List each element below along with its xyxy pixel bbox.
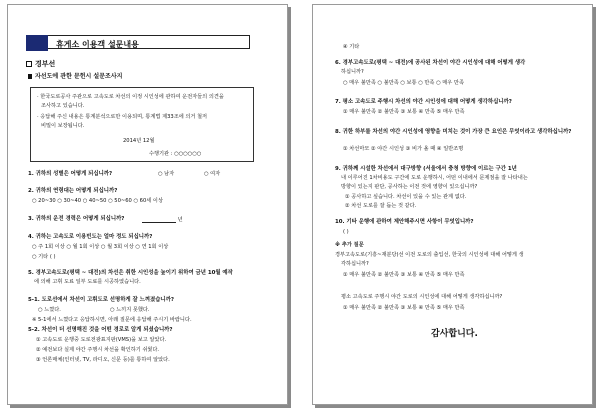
q7-options[interactable]: ① 매우 불만족 ② 불만족 ③ 보통 ④ 만족 ⑤ 매우 만족 xyxy=(343,109,465,115)
q8-options[interactable]: ① 차선마모 ② 야간 시인성 ③ 비가 올 때 ④ 일반조명 xyxy=(343,146,464,152)
q5-2-text: 5-2. 차선이 더 선명해진 것을 어떤 경로로 알게 되셨습니까? xyxy=(28,327,173,333)
q5-1-option-2[interactable]: ○ 느끼지 못했다. xyxy=(110,307,150,313)
extra2-options[interactable]: ① 매우 불만족 ② 불만족 ③ 보통 ④ 만족 ⑤ 매우 만족 xyxy=(343,305,465,311)
survey-title: 휴게소 이용객 설문내용 xyxy=(48,35,250,49)
q5-text-2: 에 의해 고휘 도료 일부 도료를 시공하였습니다. xyxy=(34,279,141,285)
intro-surveyor: 수행기관 : ○○○○○○ xyxy=(149,151,202,157)
q9-text-2: 내 이루어진 1차비용도 구간에 도로 운행하시, 어떤 이내에서 문제점을 잘 나타내는 xyxy=(341,175,528,181)
thanks-text: 감사합니다. xyxy=(431,329,478,339)
q5-2-option-2[interactable]: ② 예전보다 실제 야간 주행시 차선을 확인하기 쉬웠다. xyxy=(36,347,160,353)
intro-line-3: · 응답해 주신 내용은 통계분석으로만 이용되며, 통계법 제33조에 의거 철저 xyxy=(37,114,208,120)
intro-box xyxy=(30,87,254,162)
q5-text-1: 5. 경부고속도로(평택 ~ 대전)의 차선은 취한 시인성을 높이기 위하여 금년 10월 예작 xyxy=(28,270,233,276)
q9-sub-1[interactable]: ① 공사하고 싶습니다. 차선이 있을 수 있는 관계 없다. xyxy=(345,194,467,200)
q4-options-1[interactable]: ○ 주 1회 이상 ○ 월 1회 이상 ○ 월 3회 이상 ○ 연 1회 이상 xyxy=(32,244,169,250)
q5-1-option-1[interactable]: ○ 느꼈다. xyxy=(38,307,61,313)
extra2-text: 평소 고속도로 주행시 야간 도로의 시인성에 대해 어떻게 생각하십니까? xyxy=(341,294,503,300)
q2-text: 2. 귀하의 연령대는 어떻게 되십니까? xyxy=(28,188,118,194)
extra-text-1: 경부고속도로(기흥~재분당)선 이전 도로의 출입선, 한국의 시인성에 대해 어떻게 생 xyxy=(335,252,524,258)
bullet-square-icon xyxy=(28,74,32,79)
q3-text: 3. 귀하의 운전 경력은 어떻게 되십니까? xyxy=(28,216,125,222)
q5-2-option-3[interactable]: ③ 언론매체(인터넷, TV, 라디오, 신문 등)를 통하여 알았다. xyxy=(36,357,170,363)
extra-label: ※ 추가 질문 xyxy=(335,242,364,248)
q5-note: ※ 5-1에서 느꼈다고 응답하시면, 아래 질문에 응답해 주시기 바랍니다. xyxy=(32,317,192,323)
intro-line-2: 조사하고 있습니다. xyxy=(41,103,85,109)
extra-options[interactable]: ① 매우 불만족 ② 불만족 ③ 보통 ④ 만족 ⑤ 매우 만족 xyxy=(343,272,465,278)
checkbox-square-icon xyxy=(26,61,32,67)
extra-text-2: 각하십니까? xyxy=(341,261,369,267)
section-heading xyxy=(26,61,55,68)
q1-option-2[interactable]: ○ 여자 xyxy=(204,171,221,177)
q5-1-text: 5-1. 도로선에서 차선이 고휘도로 선명하게 잘 느껴졌습니까? xyxy=(28,297,174,303)
subsection-heading xyxy=(28,74,122,80)
q10-answer[interactable]: ( ) xyxy=(343,229,349,235)
q4-options-2[interactable]: ○ 기타 ( ) xyxy=(32,254,56,260)
q1-option-1[interactable]: ○ 남자 xyxy=(158,171,175,177)
q10-text: 10. 기타 운행에 관하여 제안해주시면 사항이 무엇입니까? xyxy=(335,219,474,225)
q6-text-1: 6. 경부고속도로(평택 ~ 대전)에 공사된 차선이 야간 시인성에 대해 어떻게 생각 xyxy=(335,60,526,66)
section-label: 경부선 xyxy=(35,60,56,68)
q6-text-2: 하십니까? xyxy=(341,69,364,75)
q9-text-3: 방향이 있는지 판단, 공사하는 이전 것에 영향이 있으십니까? xyxy=(341,184,478,190)
q9-sub-2[interactable]: ② 차선 도로를 잘 돕는 것 같다. xyxy=(345,203,417,209)
intro-line-4: 비밀이 보장됩니다. xyxy=(41,123,85,129)
q2-options[interactable]: ○ 20~30 ○ 30~40 ○ 40~50 ○ 50~60 ○ 60세 이상 xyxy=(32,198,163,204)
q4-text: 4. 귀하는 고속도로 이용빈도는 얼마 정도 되십니까? xyxy=(28,234,153,240)
q8-text: 8. 귀한 하부를 차선의 야간 시인성에 영향을 미치는 것이 가장 큰 요인은 무엇이라고 생각하십니까? xyxy=(335,129,572,135)
top-option[interactable]: ④ 기타 xyxy=(343,44,360,50)
intro-date: 2014년 12월 xyxy=(123,138,155,144)
q9-text-1: 9. 귀하께 시설한 차선에서 대구방향 (서울에서 충청 방향에 이르는 구간 1년 xyxy=(335,166,517,172)
q3-blank[interactable] xyxy=(142,217,176,223)
q7-text: 7. 평소 고속도로 주행시 차선의 야간 시인성에 대해 어떻게 생각하십니까? xyxy=(335,99,512,105)
subsection-label: 자선도에 관한 문헌시 설문조사지 xyxy=(35,73,123,80)
q5-2-option-1[interactable]: ① 고속도로 운행중 도로전광표지판(VMS)을 보고 알았다. xyxy=(36,337,167,343)
survey-page-2 xyxy=(312,4,593,405)
q1-text: 1. 귀하의 성별은 어떻게 되십니까? xyxy=(28,171,113,177)
title-accent-bar xyxy=(26,35,48,51)
q3-unit: 년 xyxy=(177,216,183,223)
intro-line-1: · 한국도로공사 주관으로 고속도로 차선의 이정 시인성에 관하여 운전자들의 의견을 xyxy=(37,94,224,100)
q3-answer[interactable] xyxy=(142,217,183,223)
q6-options[interactable]: ○ 매우 불만족 ○ 불만족 ○ 보통 ○ 만족 ○ 매우 만족 xyxy=(343,80,464,86)
survey-page-1 xyxy=(7,4,288,405)
